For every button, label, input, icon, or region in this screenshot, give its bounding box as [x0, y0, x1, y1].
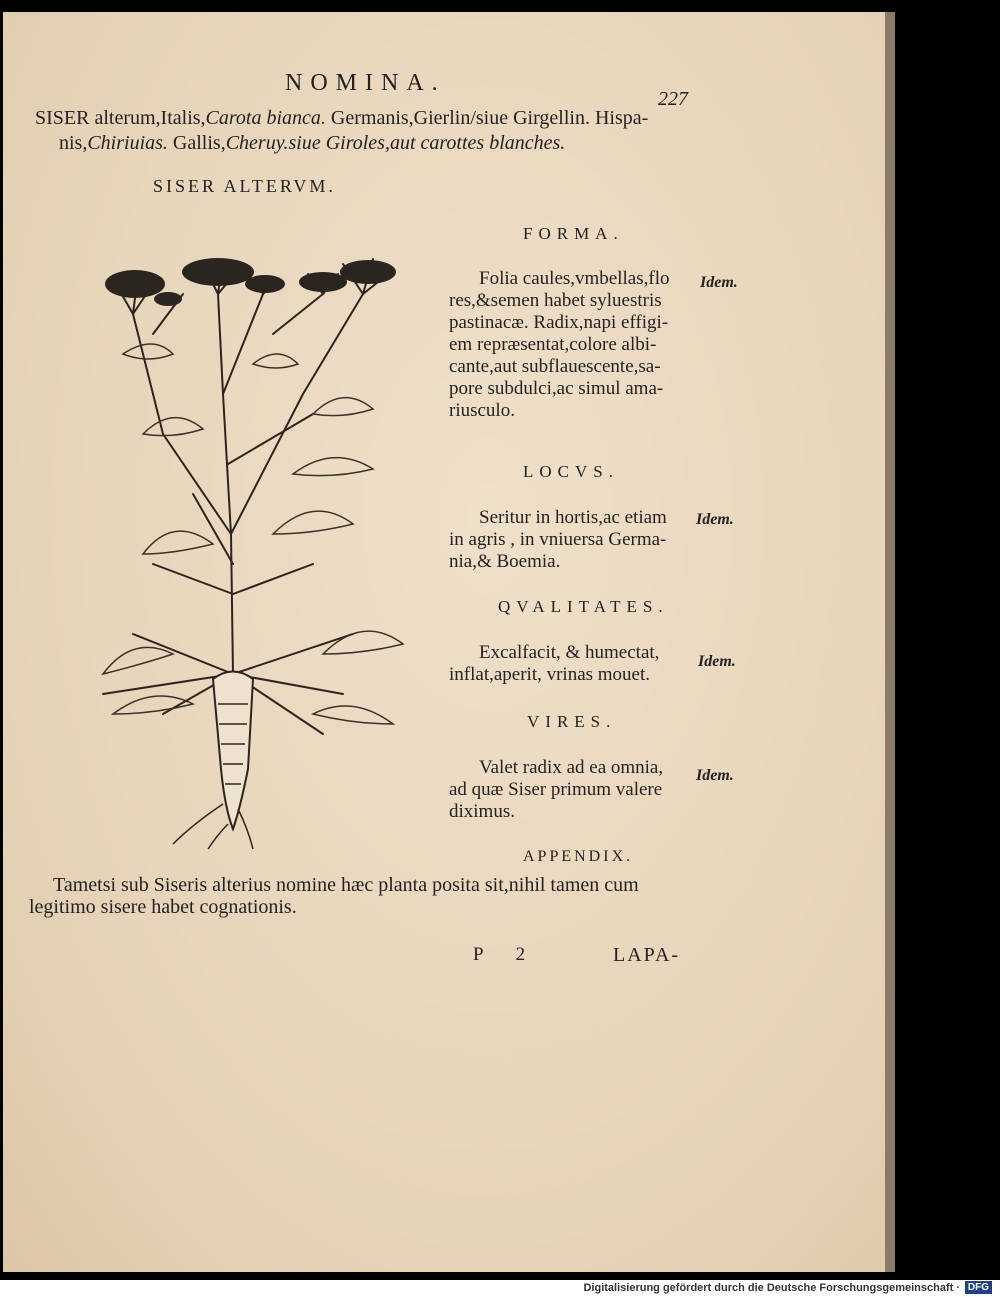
- text-line: Valet radix ad ea omnia,: [479, 757, 664, 778]
- text-line: Seritur in hortis,ac etiam: [479, 507, 667, 528]
- plant-woodcut-illustration: [43, 234, 423, 854]
- names-line-2-c: Gallis,: [167, 132, 226, 154]
- catchword: LAPA-: [613, 944, 681, 966]
- margin-note-idem: Idem.: [696, 767, 734, 784]
- text-line: inflat,aperit, vrinas mouet.: [449, 664, 651, 685]
- section-heading-vires: VIRES.: [527, 712, 617, 731]
- text-line: cante,aut subflauescente,sa-: [449, 356, 661, 377]
- figure-caption: SISER ALTERVM.: [153, 176, 336, 196]
- section-body-qualitates: [449, 642, 659, 686]
- section-heading-locus: LOCVS.: [523, 462, 619, 481]
- text-line: pastinacæ. Radix,napi effigi-: [449, 312, 669, 333]
- footer-bar: [0, 1280, 1000, 1297]
- text-line: Folia caules,vmbellas,flo: [479, 268, 670, 289]
- text-line: pore subdulci,ac simul ama-: [449, 378, 664, 399]
- names-line-1: [35, 107, 648, 129]
- text-line: Excalfacit, & humectat,: [479, 642, 660, 663]
- names-line-2-a: nis,: [59, 132, 88, 154]
- names-line-1-a: SISER alterum,Italis,: [35, 107, 206, 129]
- names-line-2: [59, 132, 565, 154]
- text-line: in agris , in vniuersa Germa-: [449, 529, 667, 550]
- dfg-logo: DFG: [965, 1281, 992, 1294]
- book-page: [3, 12, 885, 1272]
- signature-mark: P 2: [473, 944, 540, 965]
- appendix-body: [29, 874, 639, 918]
- margin-note-idem: Idem.: [696, 511, 734, 528]
- text-line: Tametsi sub Siseris alterius nomine hæc planta posita sit,nihil tamen cum: [53, 874, 639, 896]
- section-heading-qualitates: QVALITATES.: [498, 597, 669, 616]
- page-number: 227: [658, 88, 688, 110]
- text-line: legitimo sisere habet cognationis.: [29, 896, 297, 918]
- names-french: Cheruy.siue Giroles,aut carottes blanches.: [225, 132, 566, 154]
- section-body-vires: [449, 757, 663, 823]
- text-line: ad quæ Siser primum valere: [449, 779, 663, 800]
- running-header: NOMINA.: [285, 70, 446, 96]
- text-line: diximus.: [449, 801, 515, 822]
- appendix-heading: APPENDIX.: [523, 848, 634, 865]
- text-line: res,&semen habet syluestris: [449, 290, 662, 311]
- text-line: nia,& Boemia.: [449, 551, 561, 572]
- text-line: riusculo.: [449, 400, 515, 421]
- margin-note-idem: Idem.: [700, 274, 738, 291]
- text-line: em repræsentat,colore albi-: [449, 334, 657, 355]
- funding-notice: Digitalisierung gefördert durch die Deutsche Forschungsgemeinschaft ·: [583, 1282, 960, 1294]
- names-spanish: Chiriuias.: [87, 132, 168, 154]
- section-heading-forma: FORMA.: [523, 224, 624, 243]
- page-edge: [885, 12, 895, 1272]
- names-italian: Carota bianca.: [205, 107, 326, 129]
- section-body-locus: [449, 507, 667, 573]
- margin-note-idem: Idem.: [698, 653, 736, 670]
- section-body-forma: [449, 268, 669, 422]
- names-line-1-c: Germanis,Gierlin/siue Girgellin. Hispa-: [325, 107, 649, 129]
